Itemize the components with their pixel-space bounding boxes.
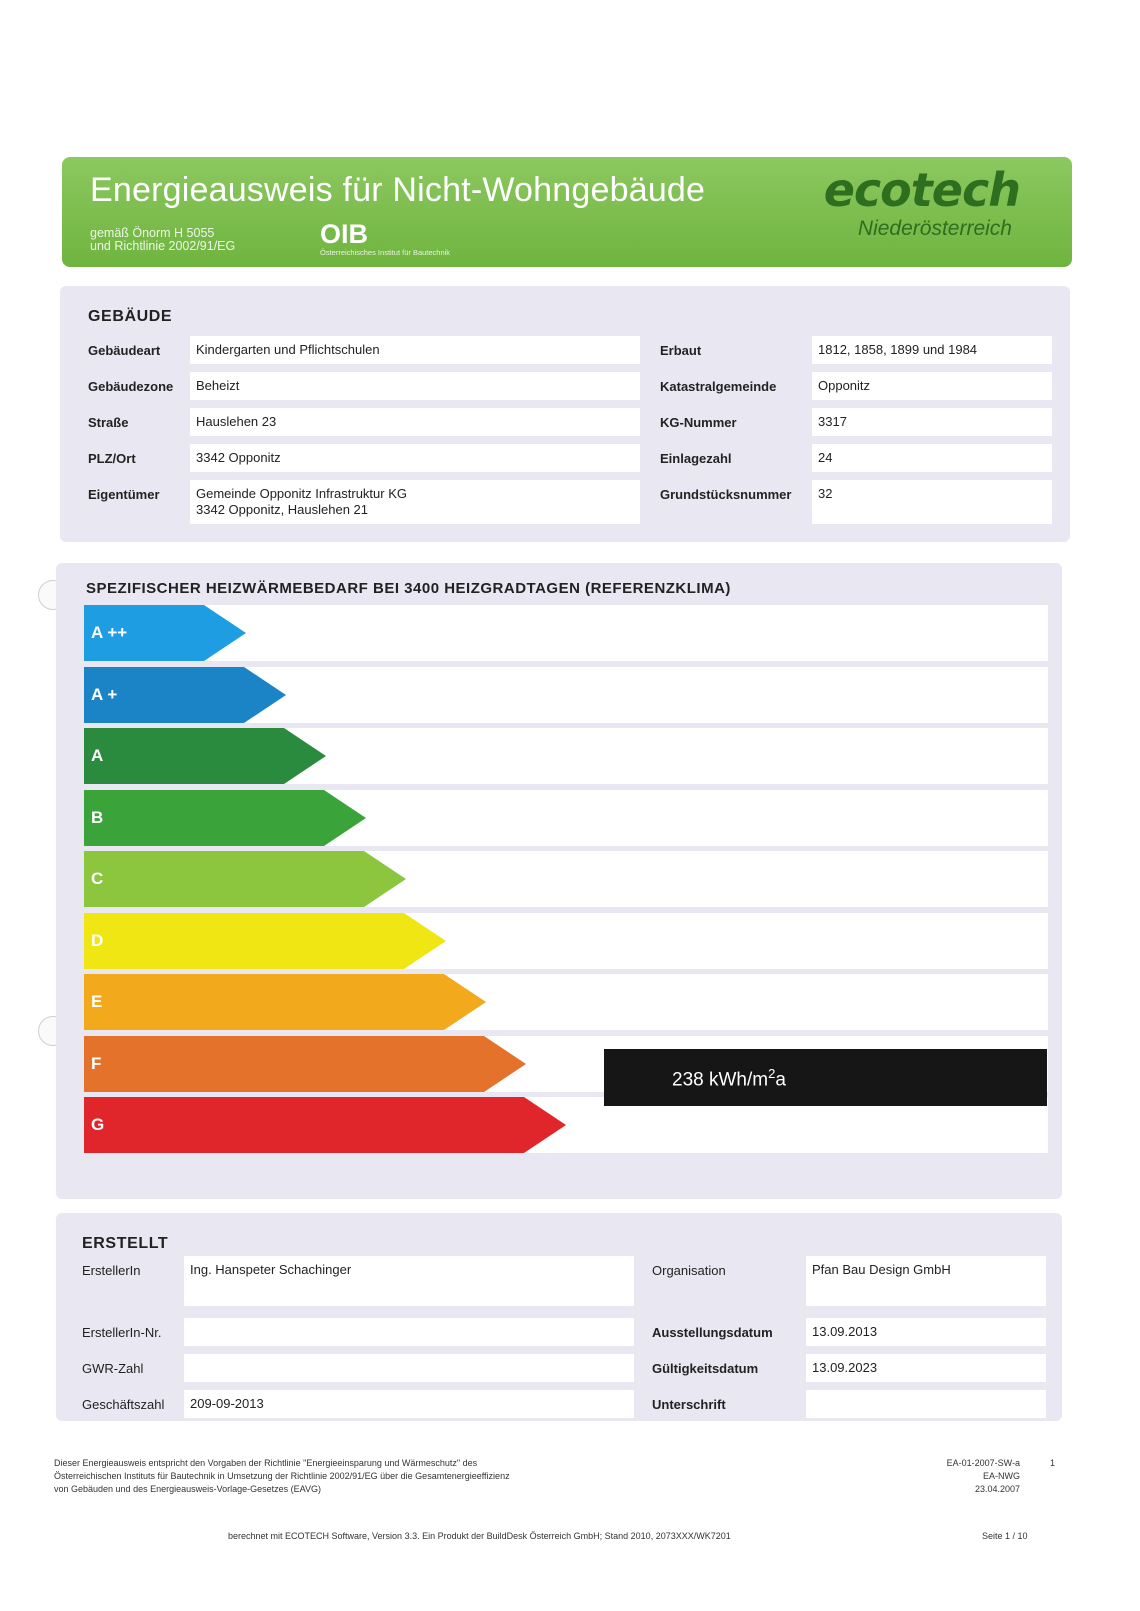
energy-class-arrow-shape <box>84 974 486 1030</box>
footer-note-line-2: Österreichischen Instituts für Bautechnik in Umsetzung der Richtlinie 2002/91/EG über die Gesamtenergieeffizienz <box>54 1471 510 1481</box>
footer-ref-page: 1 <box>1050 1458 1056 1468</box>
header-banner <box>62 157 1072 267</box>
energy-class-arrow <box>84 728 326 784</box>
energy-class-arrow <box>84 913 446 969</box>
ecotech-logo: ecotech <box>823 163 1020 217</box>
building-field-label: Gebäudeart <box>88 343 161 358</box>
building-field-value-line: Gemeinde Opponitz Infrastruktur KG <box>196 486 407 501</box>
building-field-value: 1812, 1858, 1899 und 1984 <box>812 336 1052 364</box>
energy-class-arrow-shape <box>84 1036 526 1092</box>
result-number: 238 kWh/m <box>672 1069 769 1091</box>
energy-class-label: A + <box>91 684 118 704</box>
created-field-label: Geschäftszahl <box>82 1397 165 1412</box>
footer-software: berechnet mit ECOTECH Software, Version 3.3. Ein Produkt der BuildDesk Österreich GmbH; Stand 2010, 2073XXX/WK7201 <box>228 1531 731 1541</box>
energy-class-arrow-shape <box>84 728 326 784</box>
footer-ref-2: EA-NWG <box>983 1471 1020 1481</box>
energy-class-label: A ++ <box>91 623 128 642</box>
building-field-value: 24 <box>812 444 1052 472</box>
energy-class-arrow-shape <box>84 851 406 907</box>
building-section-title: GEBÄUDE <box>88 308 173 325</box>
created-field-label: Ausstellungsdatum <box>652 1325 773 1340</box>
created-field-value: Ing. Hanspeter Schachinger <box>184 1256 634 1306</box>
energy-class-arrow-shape <box>84 913 446 969</box>
energy-class-label: A <box>91 746 104 765</box>
norm-line-1: gemäß Önorm H 5055 <box>90 226 215 240</box>
created-field-label: Organisation <box>652 1263 726 1278</box>
footer-note-line-3: von Gebäuden und des Energieausweis-Vorlage-Gesetzes (EAVG) <box>54 1484 321 1494</box>
page-title: Energieausweis für Nicht-Wohngebäude <box>90 171 706 209</box>
building-field-value-line-2: 3342 Opponitz, Hauslehen 21 <box>196 502 369 517</box>
created-field-label: ErstellerIn-Nr. <box>82 1325 162 1340</box>
building-field-value-line: Kindergarten und Pflichtschulen <box>196 342 380 357</box>
energy-class-label: C <box>91 869 104 888</box>
building-field-value <box>190 408 640 436</box>
oib-logo: OIB <box>320 219 369 249</box>
footer-reference <box>900 1457 1020 1496</box>
building-field-label: Erbaut <box>660 343 702 358</box>
created-field-value <box>184 1354 634 1382</box>
energy-class-arrow <box>84 851 406 907</box>
energy-result-box <box>604 1049 1047 1106</box>
energy-class-arrow-shape <box>84 1097 566 1153</box>
created-field-value: 13.09.2013 <box>806 1318 1046 1346</box>
building-field-value <box>190 336 640 364</box>
building-field-value-line: 3342 Opponitz <box>196 450 281 465</box>
building-field-value: Opponitz <box>812 372 1052 400</box>
building-field-label: Grundstücksnummer <box>660 487 792 502</box>
created-field-value <box>806 1390 1046 1418</box>
building-field-label: Eigentümer <box>88 487 160 502</box>
created-field-label: Gültigkeitsdatum <box>652 1361 759 1376</box>
building-field-value: 3317 <box>812 408 1052 436</box>
building-field-value <box>190 372 640 400</box>
energy-class-label: D <box>91 930 104 950</box>
building-field-value-line: Beheizt <box>196 378 240 393</box>
building-field-label: Einlagezahl <box>660 451 732 466</box>
created-field-label: Unterschrift <box>652 1397 726 1412</box>
energy-chart-title: SPEZIFISCHER HEIZWÄRMEBEDARF BEI 3400 HEIZGRADTAGEN (REFERENZKLIMA) <box>86 580 731 597</box>
energy-class-arrow <box>84 790 366 846</box>
energy-class-arrow <box>84 1036 526 1092</box>
footer-page-number: Seite 1 / 10 <box>982 1531 1028 1541</box>
footer-legal-note <box>54 1457 774 1496</box>
footer-note-line-1: Dieser Energieausweis entspricht den Vorgaben der Richtlinie "Energieeinsparung und Wärmeschutz" des <box>54 1458 478 1468</box>
footer-ref-1: EA-01-2007-SW-a <box>946 1458 1020 1468</box>
created-field-label: GWR-Zahl <box>82 1361 144 1376</box>
building-field-label: PLZ/Ort <box>88 451 136 466</box>
created-field-value: 209-09-2013 <box>184 1390 634 1418</box>
footer-ref-3: 23.04.2007 <box>974 1484 1020 1494</box>
energy-result-value <box>672 1066 786 1091</box>
oib-subtitle: Österreichisches Institut für Bautechnik <box>320 248 451 257</box>
energy-class-label: B <box>91 807 104 827</box>
energy-class-arrow-shape <box>84 790 366 846</box>
energy-class-label: F <box>91 1053 102 1073</box>
result-superscript: 2 <box>768 1066 776 1081</box>
region-label: Niederösterreich <box>857 217 1012 240</box>
created-field-value: Pfan Bau Design GmbH <box>806 1256 1046 1306</box>
energy-class-arrow <box>84 974 486 1030</box>
building-field-value <box>190 444 640 472</box>
result-unit: a <box>775 1069 786 1091</box>
created-field-value: 13.09.2023 <box>806 1354 1046 1382</box>
building-field-value <box>190 480 640 524</box>
norm-reference <box>90 227 235 253</box>
building-field-label: KG-Nummer <box>660 415 737 430</box>
energy-class-label: G <box>91 1115 105 1134</box>
created-field-label: ErstellerIn <box>82 1263 141 1278</box>
created-section-title: ERSTELLT <box>82 1235 169 1252</box>
norm-line-2: und Richtlinie 2002/91/EG <box>90 239 236 253</box>
building-field-label: Gebäudezone <box>88 379 174 394</box>
created-field-value <box>184 1318 634 1346</box>
building-field-label: Katastralgemeinde <box>660 379 777 394</box>
building-field-value-line: Hauslehen 23 <box>196 414 277 429</box>
energy-class-arrow <box>84 1097 566 1153</box>
energy-class-label: E <box>91 992 103 1011</box>
building-field-label: Straße <box>88 415 129 430</box>
building-field-value: 32 <box>812 480 1052 524</box>
